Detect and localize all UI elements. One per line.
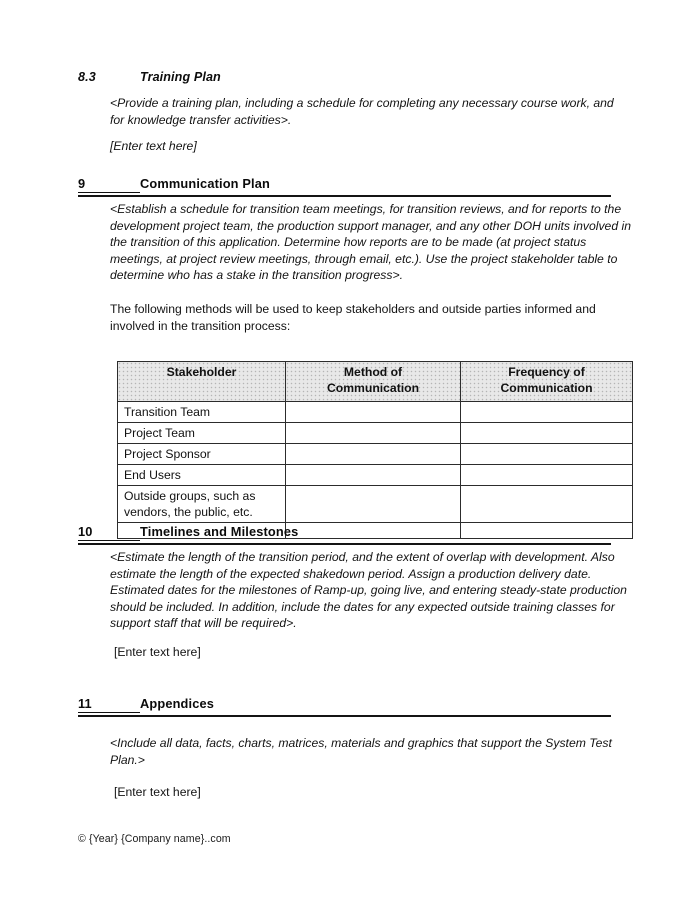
- table-row: [118, 465, 633, 486]
- cell-stakeholder[interactable]: Project Sponsor: [118, 444, 286, 465]
- cell-frequency[interactable]: [461, 402, 633, 423]
- heading-training-plan: [0, 70, 695, 84]
- table-row: [118, 486, 633, 523]
- heading-title: Training Plan: [140, 70, 221, 84]
- heading-communication-plan: [0, 176, 695, 197]
- column-header-line: Communication: [500, 380, 593, 395]
- table-row: [118, 423, 633, 444]
- table-row: [118, 444, 633, 465]
- timelines-instruction: <Estimate the length of the transition period, and the extent of overlap with development. Also estimate the length of the expected shakedown period. Assign a production delivery date. Estimated dates for the milestones of Ramp-up, going live, and entering steady-state production should be included. In addition, include the dates for any expected outside training classes for support staff that will be required>.: [110, 550, 627, 631]
- training-plan-instruction: <Provide a training plan, including a schedule for completing any necessary course work, and for knowledge transfer activities>.: [110, 96, 614, 127]
- cell-method[interactable]: [286, 402, 461, 423]
- heading-number: 8.3: [78, 70, 96, 84]
- column-header-line: Frequency of: [508, 365, 585, 379]
- cell-frequency[interactable]: [461, 444, 633, 465]
- training-plan-placeholder[interactable]: [Enter text here]: [110, 139, 197, 154]
- cell-frequency[interactable]: [461, 465, 633, 486]
- cell-stakeholder[interactable]: Project Team: [118, 423, 286, 444]
- heading-appendices: [0, 696, 695, 717]
- stakeholder-communication-table: [117, 361, 633, 539]
- heading-number: 10: [78, 524, 140, 541]
- section-appendices: [0, 696, 695, 801]
- column-header-stakeholder: [118, 362, 286, 402]
- heading-timelines-milestones: [0, 524, 695, 545]
- cell-stakeholder[interactable]: Transition Team: [118, 402, 286, 423]
- cell-method[interactable]: [286, 444, 461, 465]
- column-header-frequency: [461, 362, 633, 402]
- appendices-instruction: <Include all data, facts, charts, matrices, materials and graphics that support the System Test Plan.>: [110, 736, 612, 767]
- heading-rule: [78, 543, 611, 545]
- heading-number: 9: [78, 176, 140, 193]
- page-footer: © {Year} {Company name}..com: [78, 833, 231, 845]
- heading-title: Timelines and Milestones: [140, 524, 299, 539]
- heading-rule: [78, 715, 611, 717]
- column-header-method: [286, 362, 461, 402]
- column-header-line: Stakeholder: [166, 365, 237, 379]
- table-header-row: [118, 362, 633, 402]
- section-communication-plan: [0, 176, 695, 334]
- cell-method[interactable]: [286, 465, 461, 486]
- cell-stakeholder[interactable]: Outside groups, such as vendors, the public, etc.: [118, 486, 286, 523]
- heading-rule: [78, 195, 611, 197]
- heading-title: Communication Plan: [140, 176, 270, 191]
- cell-frequency[interactable]: [461, 423, 633, 444]
- column-header-line: Method of: [343, 365, 403, 379]
- appendices-placeholder[interactable]: [Enter text here]: [114, 785, 201, 800]
- section-training-plan: [0, 70, 695, 155]
- column-header-line: Communication: [326, 380, 420, 395]
- cell-stakeholder[interactable]: End Users: [118, 465, 286, 486]
- timelines-placeholder[interactable]: [Enter text here]: [114, 644, 201, 659]
- cell-method[interactable]: [286, 486, 461, 523]
- section-timelines-milestones: [0, 524, 695, 661]
- communication-plan-lead-in: The following methods will be used to keep stakeholders and outside parties informed and involved in the transition process:: [110, 301, 596, 333]
- cell-method[interactable]: [286, 423, 461, 444]
- heading-number: 11: [78, 696, 140, 713]
- heading-title: Appendices: [140, 696, 215, 711]
- communication-plan-instruction: <Establish a schedule for transition team meetings, for transition reviews, and for reports to the development project team, the production support manager, and any other DOH units involved in the transition of this application. Determine how reports are to be made (at project status meetings, at project review meetings, through email, etc.). Use the project stakeholder table to determine who has a stake in the transition progress>.: [110, 202, 631, 283]
- cell-frequency[interactable]: [461, 486, 633, 523]
- table-row: [118, 402, 633, 423]
